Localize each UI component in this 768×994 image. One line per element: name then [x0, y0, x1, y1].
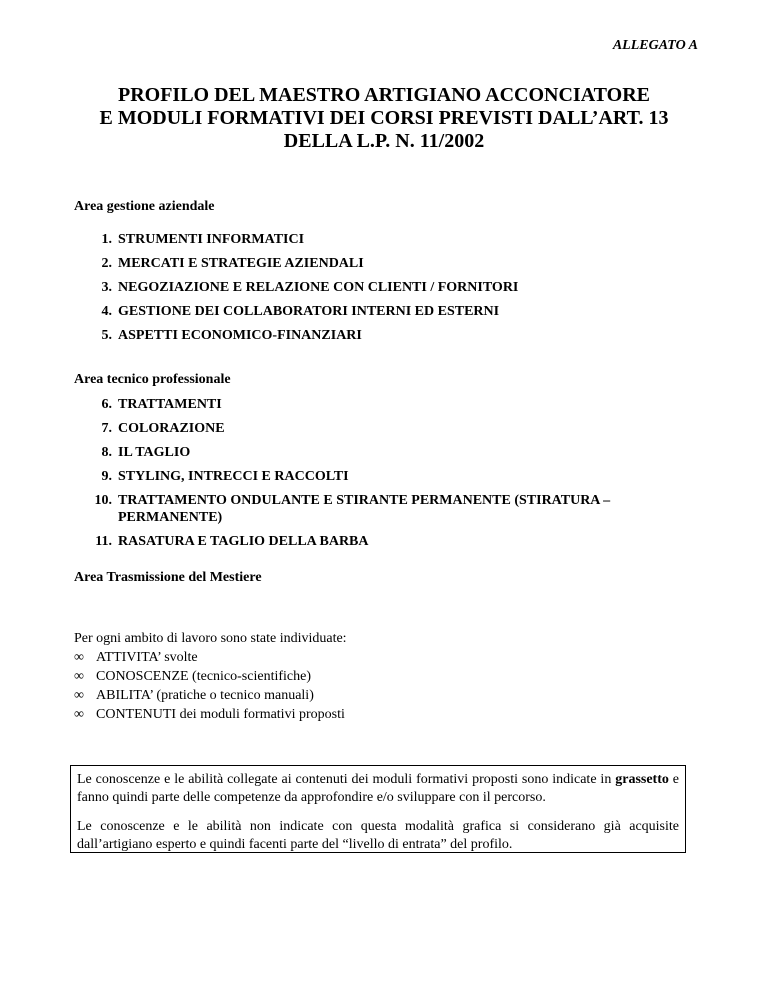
bullet-item: ∞ CONOSCENZE (tecnico-scientifiche)	[74, 669, 311, 684]
module-item-text: TRATTAMENTO ONDULANTE E STIRANTE PERMANENTE (STIRATURA – PERMANENTE)	[118, 493, 611, 525]
module-item: 1. STRUMENTI INFORMATICI	[101, 232, 305, 247]
module-item: 5. ASPETTI ECONOMICO-FINANZIARI	[101, 328, 362, 343]
module-item-text: MERCATI E STRATEGIE AZIENDALI	[118, 256, 364, 271]
module-list-tecnico	[74, 396, 694, 557]
module-item: 4. GESTIONE DEI COLLABORATORI INTERNI ED ESTERNI	[101, 304, 500, 319]
module-item: 6. TRATTAMENTI	[101, 397, 222, 412]
module-item: 3. NEGOZIAZIONE E RELAZIONE CON CLIENTI / FORNITORI	[101, 280, 519, 295]
module-item-text: ASPETTI ECONOMICO-FINANZIARI	[118, 328, 362, 343]
module-item-text: COLORAZIONE	[118, 421, 225, 436]
module-item-text: STRUMENTI INFORMATICI	[118, 232, 305, 247]
module-item-text: RASATURA E TAGLIO DELLA BARBA	[118, 534, 369, 549]
area-heading-gestione: Area gestione aziendale	[74, 199, 215, 214]
module-item-text: TRATTAMENTI	[118, 397, 222, 412]
note-paragraph-2: Le conoscenze e le abilità non indicate con questa modalità grafica si considerano già acquisite dall’artigiano esperto e quindi facenti parte del “livello di entrata” del profilo.	[77, 819, 679, 852]
title-line-2: E MODULI FORMATIVI DEI CORSI PREVISTI DALL’ART. 13	[99, 107, 669, 129]
module-item-text: IL TAGLIO	[118, 445, 191, 460]
intro-bullet-list	[74, 648, 345, 724]
module-item: 9. STYLING, INTRECCI E RACCOLTI	[101, 469, 349, 484]
infinity-bullet-icon: ∞	[74, 669, 84, 684]
area-heading-tecnico: Area tecnico professionale	[74, 372, 231, 387]
infinity-bullet-icon: ∞	[74, 650, 84, 665]
title-line-1: PROFILO DEL MAESTRO ARTIGIANO ACCONCIATORE	[118, 84, 650, 106]
module-item-text: NEGOZIAZIONE E RELAZIONE CON CLIENTI / FORNITORI	[118, 280, 519, 295]
title-line-3: DELLA L.P. N. 11/2002	[283, 130, 485, 152]
area-heading-trasmissione: Area Trasmissione del Mestiere	[74, 570, 262, 585]
infinity-bullet-icon: ∞	[74, 688, 84, 703]
infinity-bullet-icon: ∞	[74, 707, 84, 722]
note-box	[70, 765, 686, 853]
module-item-text: STYLING, INTRECCI E RACCOLTI	[118, 469, 349, 484]
module-item: 2. MERCATI E STRATEGIE AZIENDALI	[101, 256, 364, 271]
module-item: 11. RASATURA E TAGLIO DELLA BARBA	[95, 534, 369, 549]
module-item: 8. IL TAGLIO	[101, 445, 191, 460]
annex-label: ALLEGATO A	[612, 38, 698, 53]
bullet-item: ∞ CONTENUTI dei moduli formativi proposti	[74, 707, 345, 722]
module-item: 7. COLORAZIONE	[101, 421, 225, 436]
bullet-item: ∞ ABILITA’ (pratiche o tecnico manuali)	[74, 688, 314, 703]
module-list-gestione	[74, 231, 694, 351]
bold-keyword: grassetto	[615, 772, 669, 787]
module-item: 10. TRATTAMENTO ONDULANTE E STIRANTE PERMANENTE (STIRATURA – PERMANENTE)	[94, 493, 611, 525]
bullet-item: ∞ ATTIVITA’ svolte	[74, 650, 198, 665]
document-title	[40, 84, 728, 153]
module-item-text: GESTIONE DEI COLLABORATORI INTERNI ED ESTERNI	[118, 304, 500, 319]
note-paragraph-1: Le conoscenze e le abilità collegate ai contenuti dei moduli formativi proposti sono indicate in grassetto e fanno quindi parte delle competenze da approfondire e/o sviluppare con il percorso.	[77, 772, 680, 805]
intro-text: Per ogni ambito di lavoro sono state individuate:	[74, 631, 347, 646]
